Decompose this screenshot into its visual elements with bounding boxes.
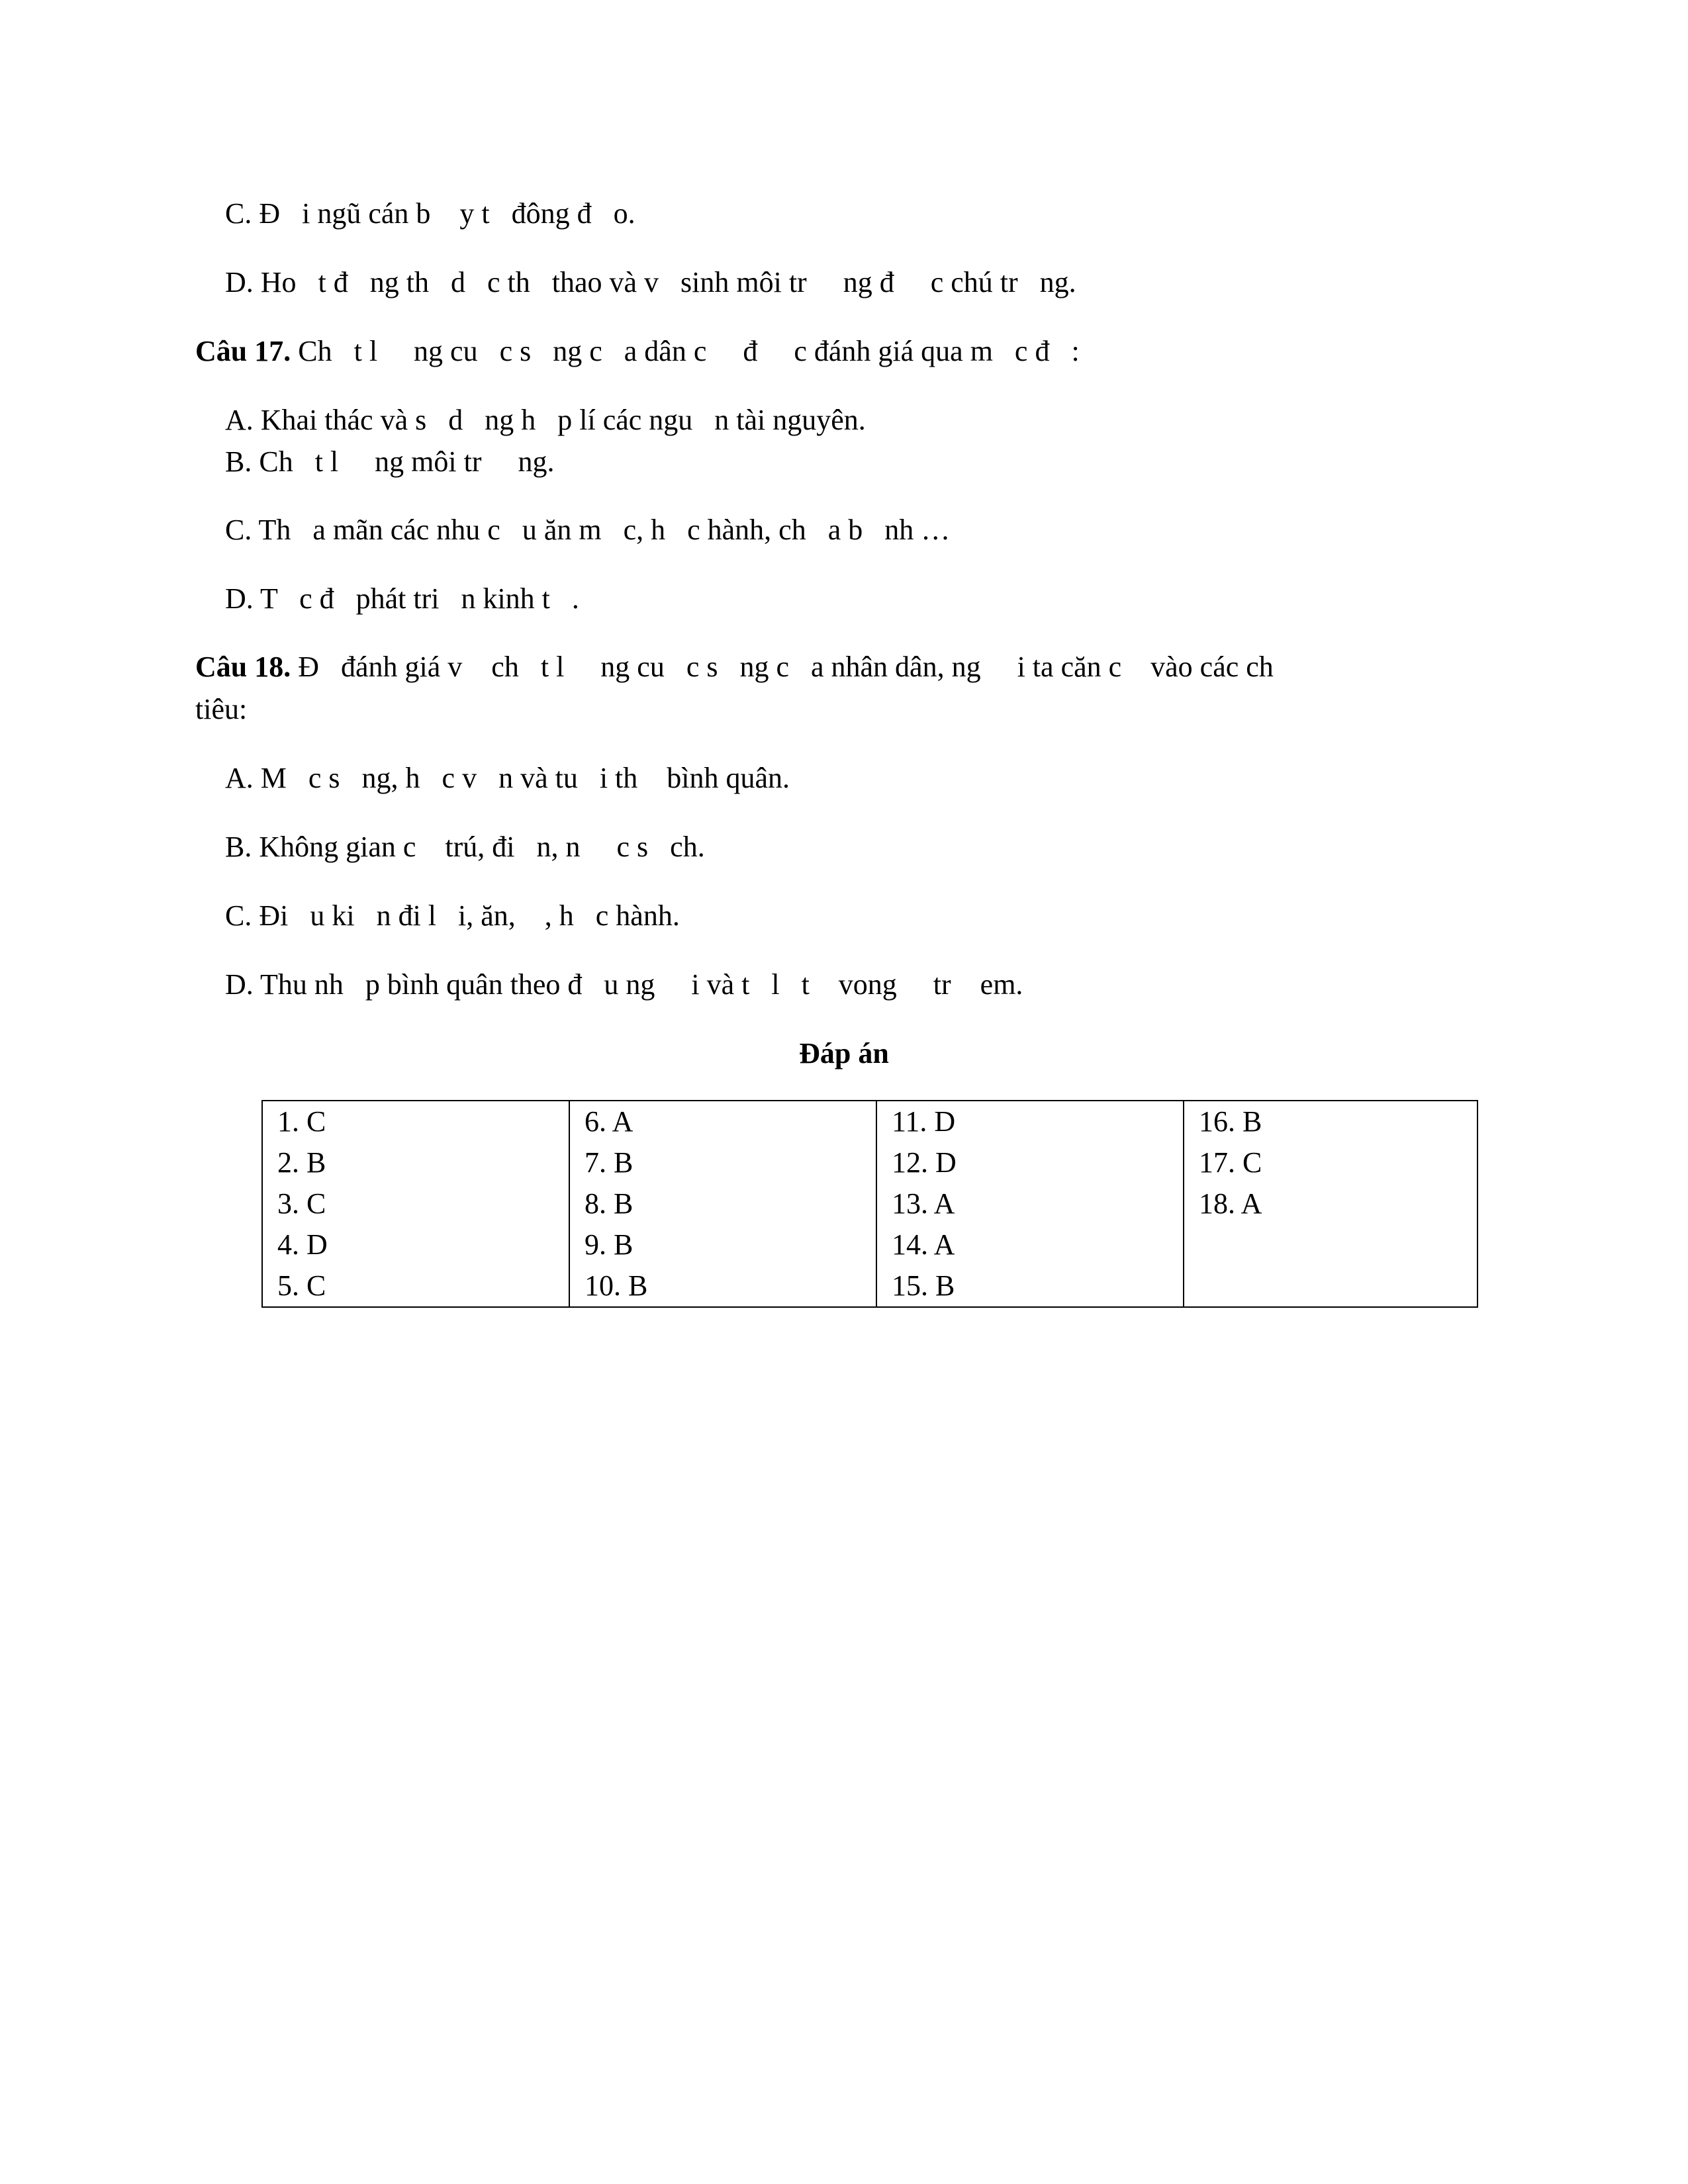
answer-item: 1. C — [277, 1105, 326, 1138]
q17-option-d: D. T c đ phát tri n kinh t . — [225, 582, 579, 615]
answer-column-4 — [1184, 1101, 1477, 1307]
answer-item: 4. D — [277, 1228, 328, 1261]
answer-column-2 — [569, 1101, 876, 1307]
answer-item: 17. C — [1199, 1146, 1262, 1179]
answer-item: 13. A — [892, 1187, 955, 1220]
q18-option-c: C. Đi u ki n đi l i, ăn, , h c hành. — [225, 899, 680, 932]
question-17 — [195, 333, 1080, 370]
answer-table — [261, 1100, 1478, 1308]
q17-option-c: C. Th a mãn các nhu c u ăn m c, h c hành, ch a b nh … — [225, 514, 951, 546]
answer-item: 7. B — [585, 1146, 633, 1179]
answer-column-3 — [876, 1101, 1184, 1307]
answer-column-1 — [262, 1101, 569, 1307]
question-18 — [195, 649, 1274, 686]
q17-option-b: B. Ch t l ng môi tr ng. — [225, 445, 555, 478]
q18-option-a: A. M c s ng, h c v n và tu i th bình quân. — [225, 762, 790, 794]
question-17-text: Ch t l ng cu c s ng c a dân c đ c đánh giá qua m c đ : — [291, 335, 1080, 367]
q18-option-d: D. Thu nh p bình quân theo đ u ng i và t l t vong tr em. — [225, 968, 1023, 1001]
question-18-text-continued: tiêu: — [195, 693, 248, 725]
question-18-label: Câu 18. — [195, 651, 291, 683]
q18-option-b: B. Không gian c trú, đi n, n c s ch. — [225, 831, 705, 863]
q17-option-a: A. Khai thác và s d ng h p lí các ngu n tài nguyên. — [225, 404, 866, 436]
answer-item: 16. B — [1199, 1105, 1262, 1138]
answer-item: 3. C — [277, 1187, 326, 1220]
answer-item: 6. A — [585, 1105, 633, 1138]
answer-item: 5. C — [277, 1269, 326, 1302]
answer-item: 18. A — [1199, 1187, 1262, 1220]
answer-item: 15. B — [892, 1269, 955, 1302]
q16-option-c: C. Đ i ngũ cán b y t đông đ o. — [225, 197, 635, 230]
answer-item: 8. B — [585, 1187, 633, 1220]
answers-title: Đáp án — [799, 1037, 889, 1069]
answer-item: 9. B — [585, 1228, 633, 1261]
q16-option-d: D. Ho t đ ng th d c th thao và v sinh môi tr ng đ c chú tr ng. — [225, 266, 1076, 298]
answer-item: 11. D — [892, 1105, 956, 1138]
question-18-text: Đ đánh giá v ch t l ng cu c s ng c a nhân dân, ng i ta căn c vào các ch — [291, 651, 1274, 683]
question-17-label: Câu 17. — [195, 335, 291, 367]
answer-item: 12. D — [892, 1146, 957, 1179]
answer-table-row — [262, 1101, 1477, 1307]
answer-item: 14. A — [892, 1228, 955, 1261]
answer-item: 2. B — [277, 1146, 326, 1179]
answer-item: 10. B — [585, 1269, 648, 1302]
